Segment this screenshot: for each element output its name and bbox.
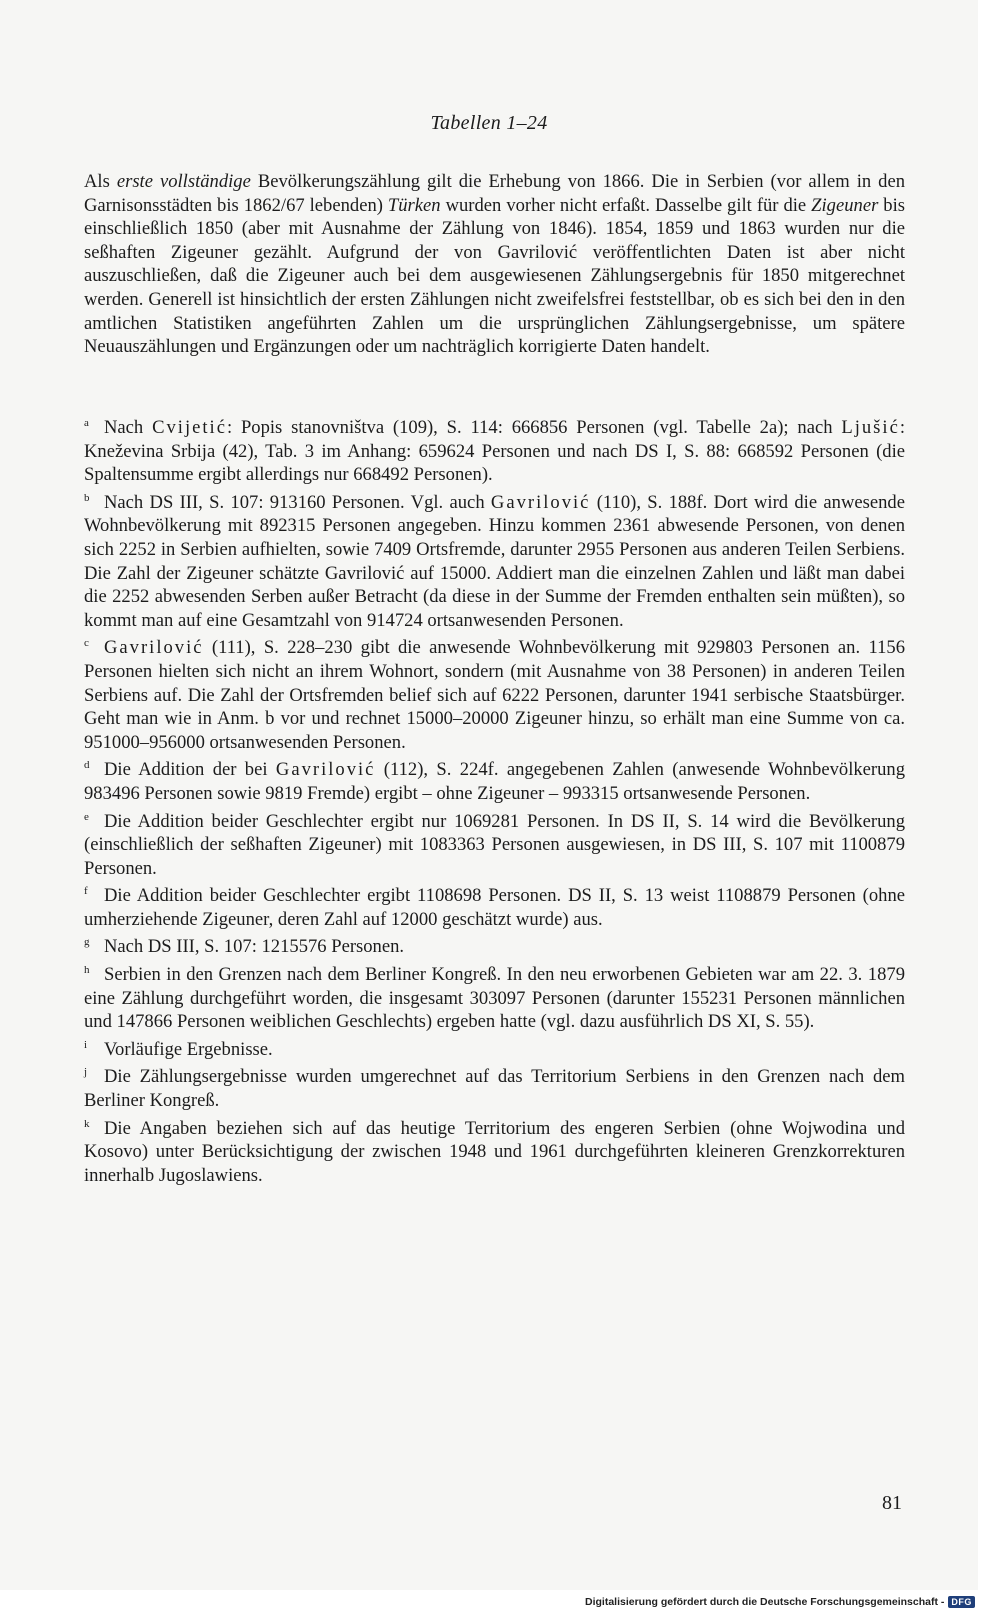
intro-emphasis-2: Türken [387,194,441,216]
footnote-h [84,959,905,1034]
footnote-author: Cvijetić [152,417,227,438]
footnote-text: Nach [104,417,153,438]
footnote-i [84,1034,905,1062]
intro-emphasis-3: Zigeuner [811,194,879,216]
footnote-author: Gavrilović [490,491,591,513]
footnote-g [84,931,905,959]
footnote-letter: b [84,491,90,504]
footnote-text: Die Angaben beziehen sich auf das heutige Territorium des engeren Serbien (ohne Wojwodina und Kosovo) unter Berücksichtigung der zwischen 1948 und 1961 durchgeführten kleineren Grenzkorrekturen innerhalb Jugoslawiens. [84,1117,905,1186]
footnote-text: Nach DS III, S. 107: 1215576 Personen. [104,936,405,958]
footnote-letter: g [84,936,90,949]
footnote-letter: h [84,964,90,977]
footnote-letter: d [84,759,90,772]
footnotes [84,412,905,1187]
footnote-letter: k [84,1117,90,1130]
footnote-text: : Popis stanovništva (109), S. 114: 666856 Personen (vgl. Tabelle 2a); nach [226,417,842,438]
footnote-a [84,412,905,487]
footnote-text: Die Addition der bei [104,759,276,781]
footnote-text: (112), S. 224f. angegebenen Zahlen (anwesende Wohnbevölkerung 983496 Personen sowie 9819 Fremde) ergibt – ohne Zigeuner – 993315 ortsanwesende Personen. [84,759,905,804]
footnote-letter: j [84,1066,88,1079]
footnote-text: Vorläufige Ergebnisse. [104,1038,273,1060]
footnote-letter: i [84,1038,88,1051]
footnote-c [84,632,905,754]
footnote-author: Gavrilović [104,637,204,659]
digitization-footer [585,1591,975,1612]
intro-text-1: Als [84,171,117,192]
footnote-k [84,1113,905,1188]
footnote-letter: f [84,885,88,898]
intro-paragraph [84,170,905,359]
intro-text-2: Bevölkerungszählung gilt die Erhebung von 1866. Die in Serbien (vor allem in den Garnisonsstädten bis 1862/67 lebenden) [84,171,906,216]
footnote-text: Die Addition beider Geschlechter ergibt 1108698 Personen. DS II, S. 13 weist 1108879 Personen (ohne umherziehende Zigeuner, deren Zahl auf 12000 geschätzt wurde) aus. [84,885,905,930]
footnote-author: Gavrilović [275,759,376,781]
footnote-letter: c [84,637,89,650]
page-header: Tabellen 1–24 [430,112,548,134]
footnote-letter: a [84,417,89,429]
footnote-letter: e [84,810,89,823]
footnote-j [84,1061,905,1112]
footnote-text: Serbien in den Grenzen nach dem Berliner Kongreß. In den neu erworbenen Gebieten war am 22. 3. 1879 eine Zählung durchgeführt worden, die insgesamt 303097 Personen (darunter 155231 Personen männlichen und 147866 Personen weiblichen Geschlechts) ergeben hatte (vgl. dazu ausführlich DS XI, S. 55). [84,964,905,1033]
page-number: 81 [882,1492,902,1514]
intro-text-3: wurden vorher nicht erfaßt. Dasselbe gilt für die [440,194,812,216]
footnote-e [84,806,905,881]
intro-text-4: bis einschließlich 1850 (aber mit Ausnahme der Zählung von 1846). 1854, 1859 und 1863 wurden nur die seßhaften Zigeuner gezählt. Aufgrund der von Gavrilović veröffentlichten Daten ist aber nicht auszuschließen, daß die Zigeuner auch bei dem ausgewiesenen Zählungsergebnis für 1850 mitgerechnet werden. Generell ist hinsichtlich der ersten Zählungen nicht zweifelsfrei feststellbar, ob es sich bei den in den amtlichen Statistiken angeführten Zahlen um die ursprünglichen Zählungsergebnisse, um spätere Neuauszählungen und Ergänzungen oder um nachträglich korrigierte Daten handelt. [84,194,905,358]
footnote-text: (111), S. 228–230 gibt die anwesende Wohnbevölkerung mit 929803 Personen an. 1156 Personen hielten sich nicht an ihrem Wohnort, sondern (mit Ausnahme von 38 Personen) in anderen Teilen Serbiens auf. Die Zahl der Ortsfremden belief sich auf 6222 Personen, darunter 1941 serbische Staatsbürger. Geht man wie in Anm. b vor und rechnet 15000–20000 Zigeuner hinzu, so erhält man eine Summe von ca. 951000–956000 ortsanwesenden Personen. [84,637,905,753]
footnote-b [84,487,905,633]
footnote-text: : Kneževina Srbija (42), Tab. 3 im Anhang: 659624 Personen und nach DS I, S. 88: 668592 Personen (die Spaltensumme ergibt allerdings nur 668492 Personen). [84,417,906,486]
footnote-text: Die Addition beider Geschlechter ergibt nur 1069281 Personen. In DS II, S. 14 wird die Bevölkerung (einschließlich der seßhaften Zigeuner) mit 1083363 Personen ausgewiesen, in DS III, S. 107 mit 1100879 Personen. [84,810,905,879]
footnote-author: Ljušić [841,417,900,438]
footer-text: Digitalisierung gefördert durch die Deutsche Forschungsgemeinschaft - [585,1595,945,1608]
footnote-f [84,880,905,931]
footnote-text: Nach DS III, S. 107: 913160 Personen. Vgl. auch [104,491,491,513]
footnote-text: (110), S. 188f. Dort wird die anwesende Wohnbevölkerung mit 892315 Personen angegeben. Hinzu kommen 2361 abwesende Personen, von denen sich 2252 in Serbien aufhielten, sowie 7409 Ortsfremde, darunter 2955 Personen aus anderen Teilen Serbiens. Die Zahl der Zigeuner schätzte Gavrilović auf 15000. Addiert man die einzelnen Zahlen und läßt man dabei die 2252 abwesenden Serben außer Betracht (da diese in der Summe der Fremden enthalten sein müßten), so kommt man auf eine Gesamtzahl von 914724 ortsanwesenden Personen. [84,491,905,631]
intro-emphasis-1: erste vollständige [116,171,251,192]
dfg-logo: DFG [948,1596,975,1608]
footnote-text: Die Zählungsergebnisse wurden umgerechnet auf das Territorium Serbiens in den Grenzen nach dem Berliner Kongreß. [84,1066,905,1112]
footnote-d [84,754,905,805]
